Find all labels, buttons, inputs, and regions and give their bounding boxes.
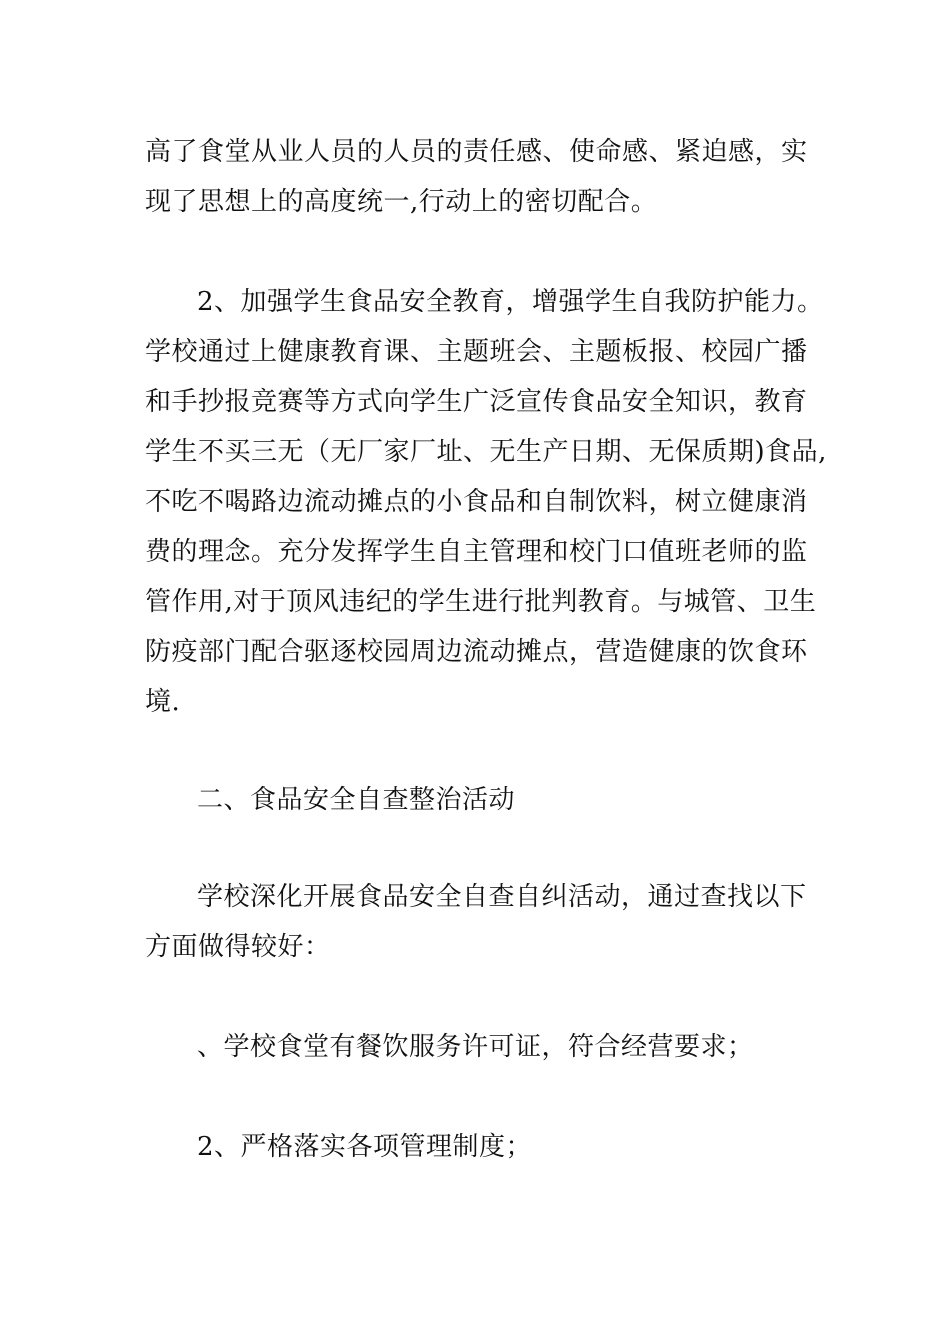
list-item: 2、严格落实各项管理制度；: [197, 1132, 533, 1162]
paragraph-line: 和手抄报竞赛等方式向学生广泛宣传食品安全知识，教育: [145, 387, 808, 417]
paragraph-line: 学校深化开展食品安全自查自纠活动，通过查找以下: [197, 882, 807, 912]
paragraph-line: 方面做得较好：: [145, 932, 331, 962]
section-heading: 二、食品安全自查整治活动: [197, 785, 516, 815]
paragraph-line: 学校通过上健康教育课、主题班会、主题板报、校园广播: [145, 337, 808, 367]
paragraph-line: 高了食堂从业人员的人员的责任感、使命感、紧迫感，实: [145, 137, 808, 167]
paragraph-line: 境.: [145, 687, 181, 717]
paragraph-line: 学生不买三无（无厂家厂址、无生产日期、无保质期)食品,: [145, 437, 827, 467]
paragraph-line: 不吃不喝路边流动摊点的小食品和自制饮料，树立健康消: [145, 487, 808, 517]
paragraph-line: 2、加强学生食品安全教育，增强学生自我防护能力。: [197, 287, 824, 317]
paragraph-line: 现了思想上的高度统一,行动上的密切配合。: [145, 187, 658, 217]
paragraph-line: 费的理念。充分发挥学生自主管理和校门口值班老师的监: [145, 537, 808, 567]
paragraph-line: 管作用,对于顶风违纪的学生进行批判教育。与城管、卫生: [145, 587, 817, 617]
paragraph-line: 防疫部门配合驱逐校园周边流动摊点，营造健康的饮食环: [145, 637, 808, 667]
list-item: 、学校食堂有餐饮服务许可证，符合经营要求；: [197, 1032, 754, 1062]
